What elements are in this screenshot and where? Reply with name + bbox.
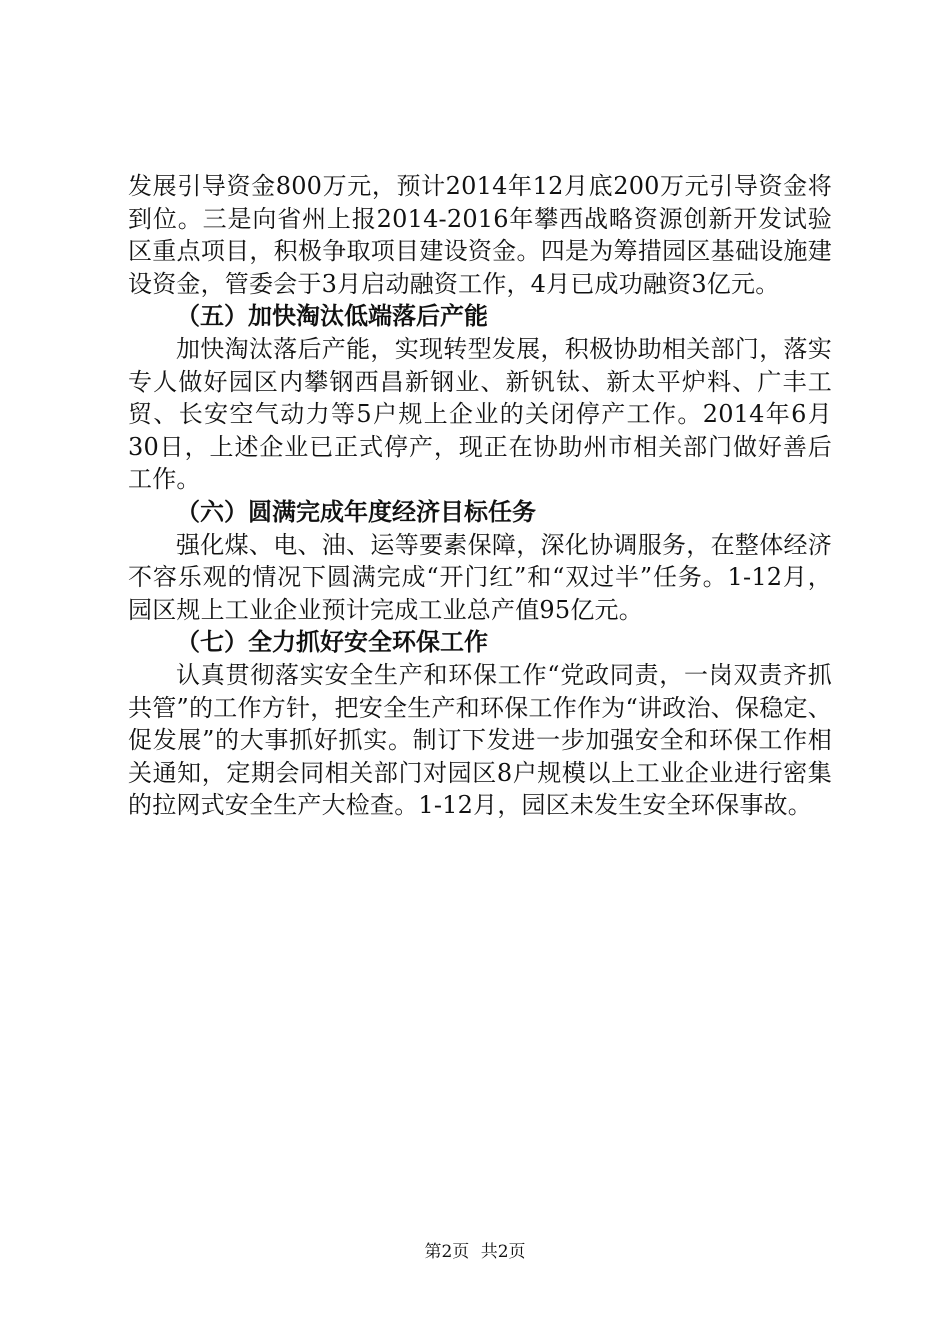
paragraph-capacity: 加快淘汰落后产能，实现转型发展，积极协助相关部门，落实专人做好园区内攀钢西昌新钢业、新钒钛、新太平炉料、广丰工贸、长安空气动力等5户规上企业的关闭停产工作。2014年6月30日，上述企业已正式停产，现正在协助州市相关部门做好善后工作。 <box>128 334 832 494</box>
paragraph-safety: 认真贯彻落实安全生产和环保工作“党政同责，一岗双责齐抓共管”的工作方针，把安全生产和环保工作作为“讲政治、保稳定、促发展”的大事抓好抓实。制订下发进一步加强安全和环保工作相关通知，定期会同相关部门对园区8户规模以上工业企业进行密集的拉网式安全生产大检查。1-12月，园区未发生安全环保事故。 <box>128 660 832 820</box>
page-total: 共2页 <box>480 1242 526 1262</box>
paragraph-funding: 发展引导资金800万元，预计2014年12月底200万元引导资金将到位。三是向省州上报2014-2016年攀西战略资源创新开发试验区重点项目，积极争取项目建设资金。四是为筹措园区基础设施建设资金，管委会于3月启动融资工作，4月已成功融资3亿元。 <box>128 172 832 298</box>
paragraph-targets: 强化煤、电、油、运等要素保障，深化协调服务，在整体经济不容乐观的情况下圆满完成“开门红”和“双过半”任务。1-12月，园区规上工业企业预计完成工业总产值95亿元。 <box>128 530 832 624</box>
document-body <box>128 170 832 822</box>
section-heading-seven: （七）全力抓好安全环保工作 <box>176 628 488 657</box>
page-footer <box>0 1240 950 1264</box>
section-heading-five: （五）加快淘汰低端落后产能 <box>176 302 488 331</box>
section-heading-six: （六）圆满完成年度经济目标任务 <box>176 497 536 526</box>
page-number: 第2页 <box>424 1242 470 1262</box>
